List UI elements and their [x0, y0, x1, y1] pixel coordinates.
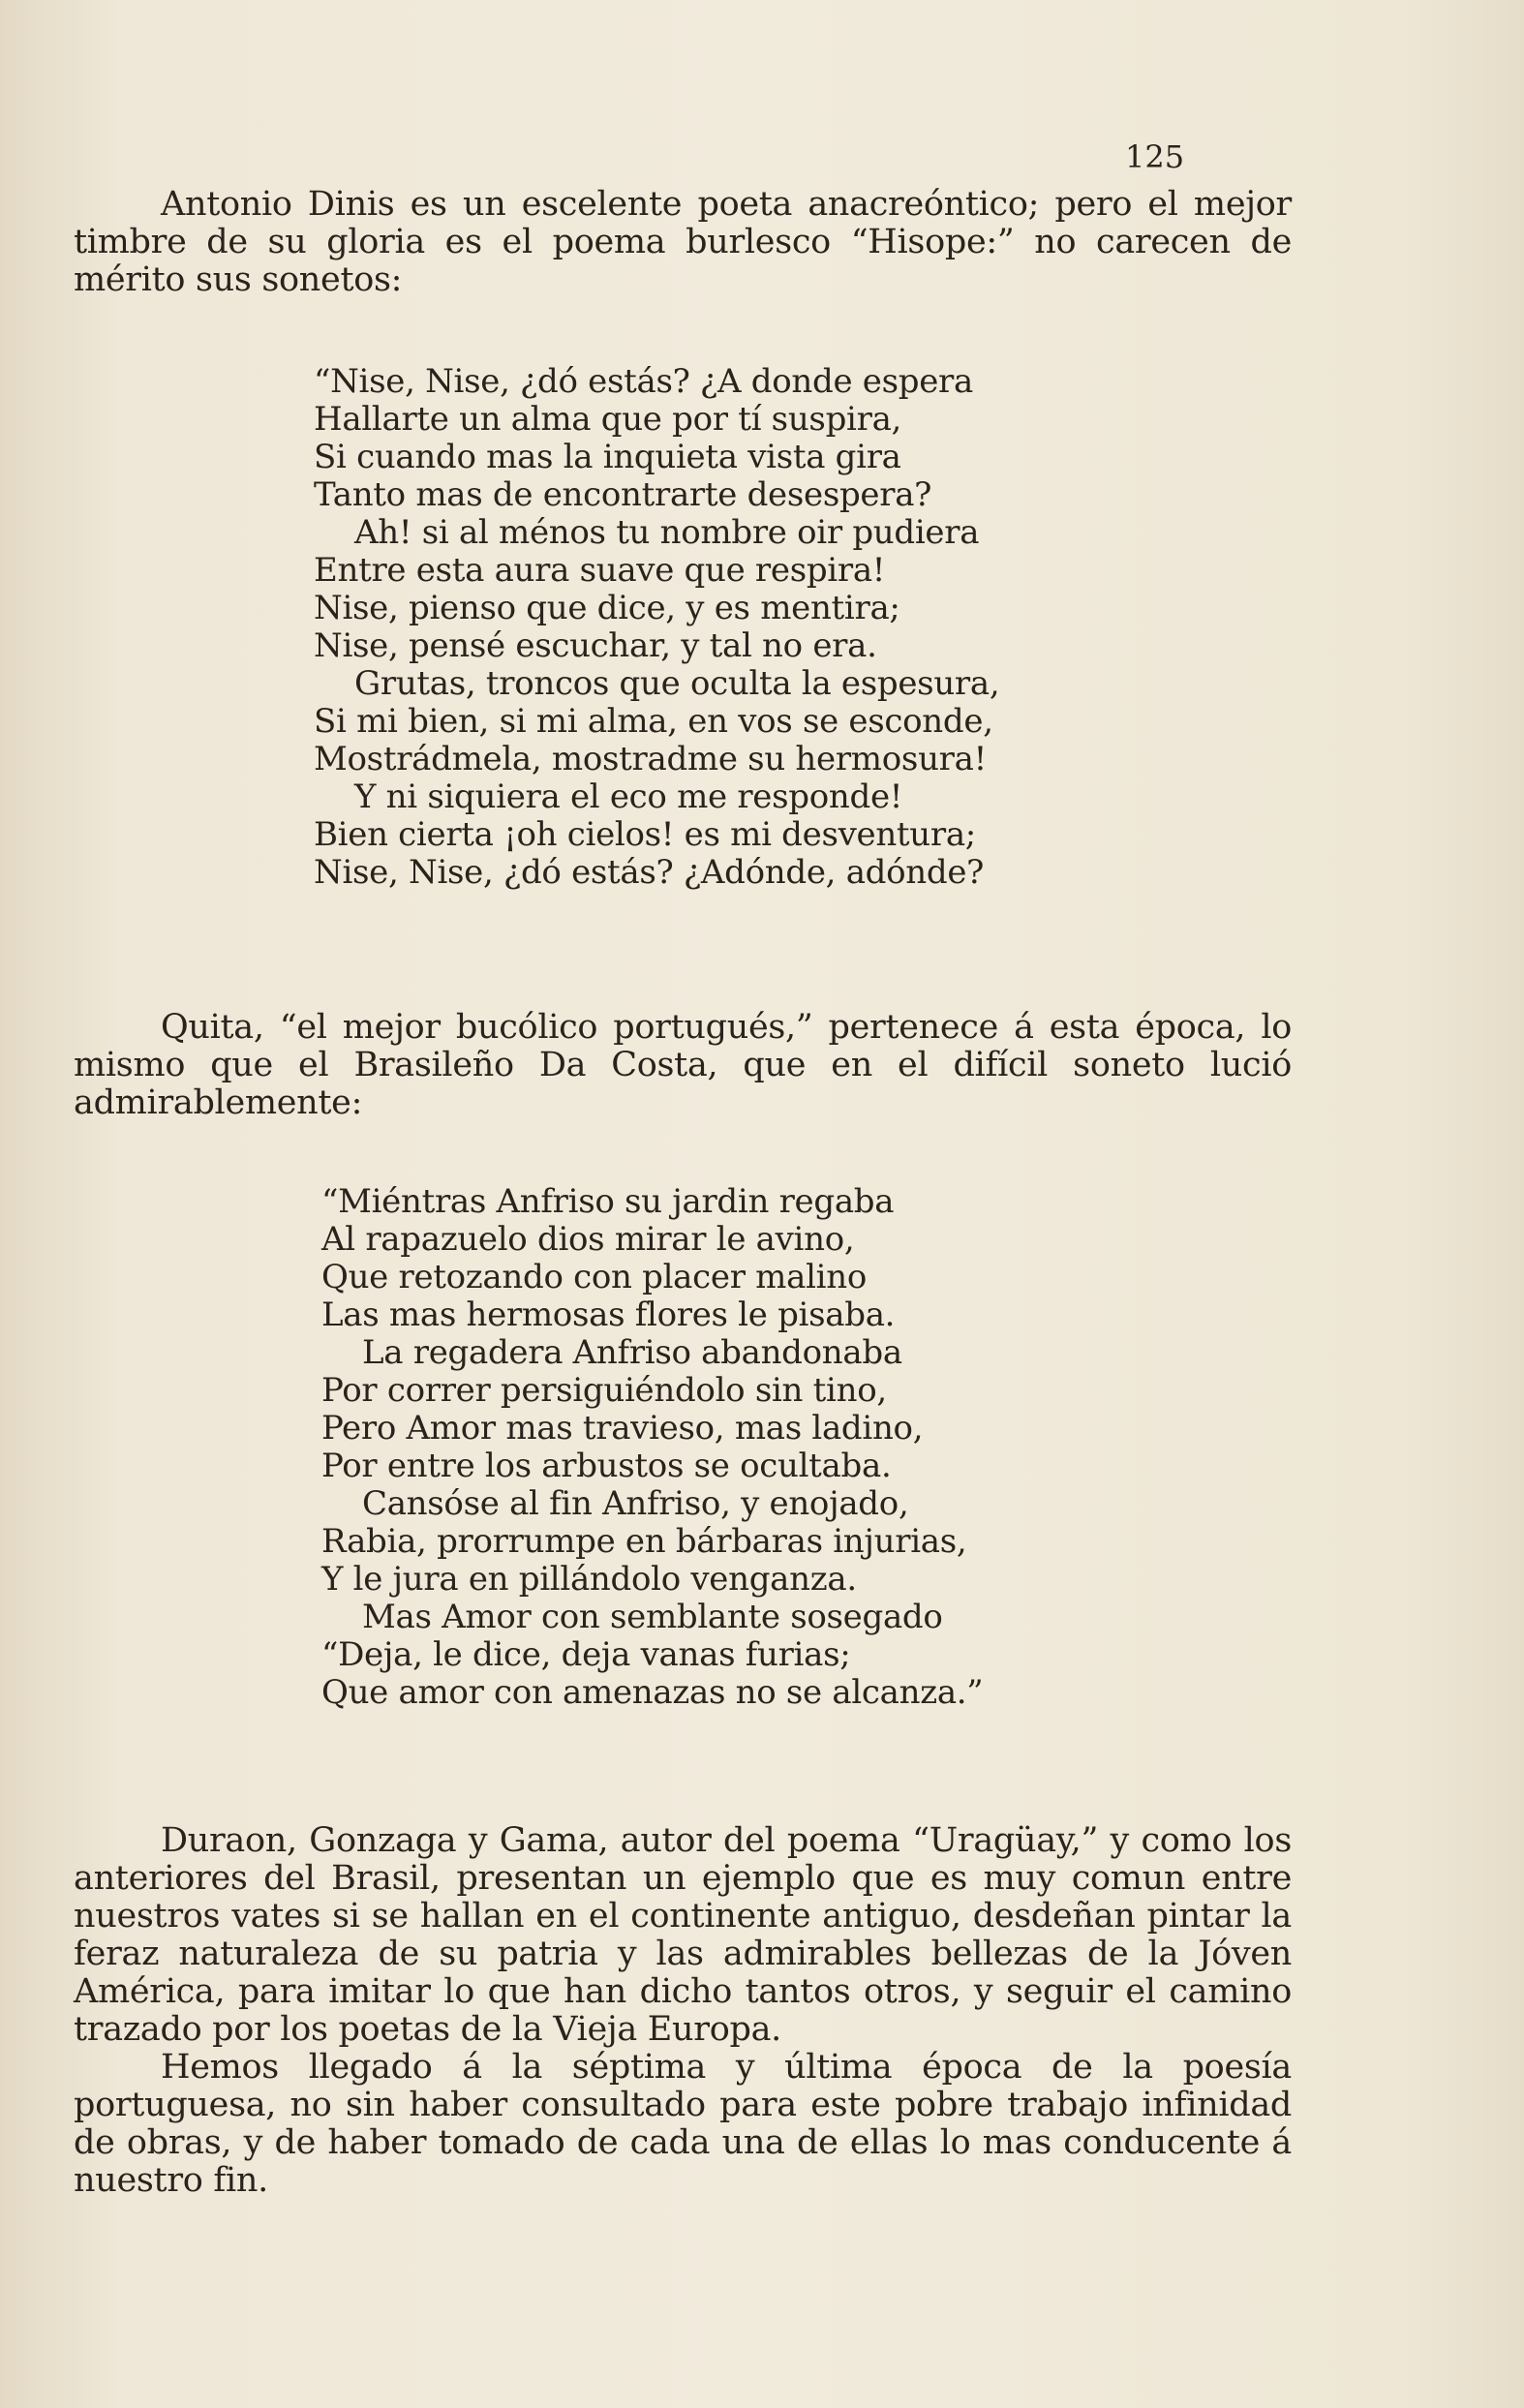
poem-line: Tanto mas de encontrarte desespera?	[314, 475, 932, 514]
poem-line: “Nise, Nise, ¿dó estás? ¿A donde espera	[314, 362, 973, 401]
poem-line: Entre esta aura suave que respira!	[314, 551, 886, 590]
poem-line: Mostrádmela, mostradme su hermosura!	[314, 740, 987, 778]
final-paragraph-1: Duraon, Gonzaga y Gama, autor del poema “Uragüay,” y como los anteriores del Brasil, presentan un ejemplo que es muy comun entre nuestros vates si se hallan en el continente antiguo, desdeñan pintar la feraz naturaleza de su patria y las admirables bellezas de la Jóven América, para imitar lo que han dicho tantos otros, y seguir el camino trazado por los poetas de la Vieja Europa.	[74, 1821, 1292, 2049]
poem-line: Hallarte un alma que por tí suspira,	[314, 400, 902, 439]
intro-paragraph-block	[74, 186, 1292, 299]
poem-line: Grutas, troncos que oculta la espesura,	[354, 664, 1000, 703]
poem-line: Y ni siquiera el eco me responde!	[354, 777, 903, 816]
poem-line: Nise, pensé escuchar, y tal no era.	[314, 626, 877, 665]
poem-line: “Deja, le dice, deja vanas furias;	[321, 1635, 851, 1674]
poem-line: Por entre los arbustos se ocultaba.	[321, 1447, 892, 1485]
final-paragraph-2: Hemos llegado á la séptima y última época de la poesía portuguesa, no sin haber consultado para este pobre trabajo infinidad de obras, y de haber tomado de cada una de ellas lo mas conducente á nuestro fin.	[74, 2048, 1292, 2200]
poem-line: Bien cierta ¡oh cielos! es mi desventura;	[314, 815, 976, 854]
poem-line: Las mas hermosas flores le pisaba.	[321, 1295, 896, 1334]
page-number: 125	[1125, 138, 1185, 175]
intro-paragraph: Antonio Dinis es un escelente poeta anacreóntico; pero el mejor timbre de su gloria es el poema burlesco “Hisope:” no carecen de mérito sus sonetos:	[74, 185, 1292, 299]
poem-line: Que retozando con placer malino	[321, 1258, 868, 1296]
poem-line: “Miéntras Anfriso su jardin regaba	[321, 1182, 895, 1221]
poem-line: Y le jura en pillándolo venganza.	[321, 1560, 857, 1599]
poem-line: Ah! si al ménos tu nombre oir pudiera	[354, 513, 980, 552]
middle-paragraph-block	[74, 1009, 1292, 1122]
poem-line: Cansóse al fin Anfriso, y enojado,	[362, 1484, 909, 1523]
poem-line: Al rapazuelo dios mirar le avino,	[321, 1220, 855, 1259]
poem-anfriso	[321, 1183, 983, 1712]
poem-line: Nise, Nise, ¿dó estás? ¿Adónde, adónde?	[314, 853, 985, 892]
middle-paragraph: Quita, “el mejor bucólico portugués,” pertenece á esta época, lo mismo que el Brasileño Da Costa, que en el difícil soneto lució admirablemente:	[74, 1008, 1292, 1122]
poem-line: Nise, pienso que dice, y es mentira;	[314, 589, 900, 627]
poem-line: Si cuando mas la inquieta vista gira	[314, 438, 901, 476]
poem-line: Mas Amor con semblante sosegado	[362, 1598, 943, 1636]
poem-line: La regadera Anfriso abandonaba	[362, 1333, 902, 1372]
final-paragraph-block	[74, 1822, 1292, 2200]
poem-line: Que amor con amenazas no se alcanza.”	[321, 1673, 984, 1712]
poem-line: Pero Amor mas travieso, mas ladino,	[321, 1409, 924, 1448]
poem-nise	[314, 363, 999, 892]
poem-line: Si mi bien, si mi alma, en vos se esconde,	[314, 702, 993, 741]
poem-line: Por correr persiguiéndolo sin tino,	[321, 1371, 887, 1410]
poem-line: Rabia, prorrumpe en bárbaras injurias,	[321, 1522, 967, 1561]
